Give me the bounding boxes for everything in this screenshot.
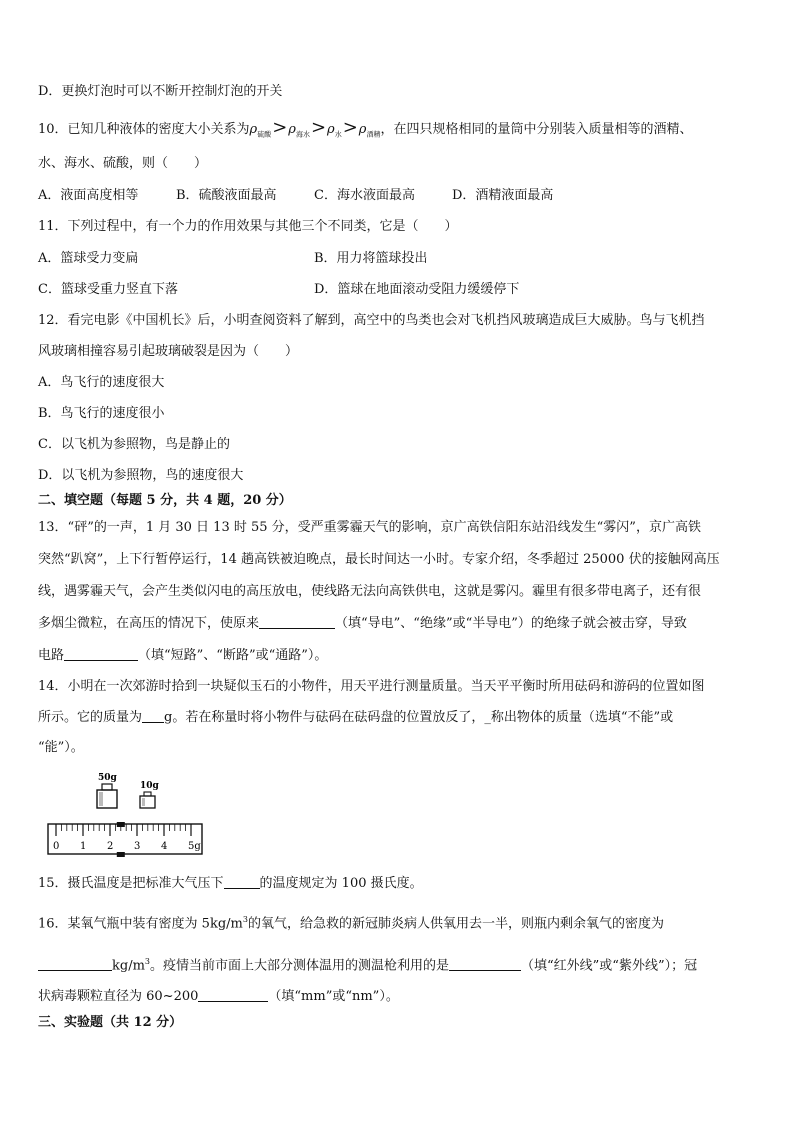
weight-10g-label: 10g xyxy=(140,781,159,791)
greater-than-3: > xyxy=(342,117,358,138)
q10-stem-line2: 水、海水、硫酸，则（ ） xyxy=(38,156,208,171)
q14-line1: 14．小明在一次郊游时拾到一块疑似玉石的小物件，用天平进行测量质量。当天平平衡时所用砝码和游码的位置如图 xyxy=(38,679,705,694)
weight-50g-label: 50g xyxy=(98,773,117,783)
beam-tick-label: 3 xyxy=(134,841,141,852)
q16-unit: kg/m xyxy=(112,958,145,974)
q16-line3 xyxy=(38,988,399,1006)
q16-line3-start: 状病毒颗粒直径为 60~200 xyxy=(38,989,199,1004)
q12-option-b: B．鸟飞行的速度很小 xyxy=(38,406,165,421)
q12-stem-line2: 风玻璃相撞容易引起玻璃破裂是因为（ ） xyxy=(38,344,299,359)
section-3-heading: 三、实验题（共 12 分） xyxy=(38,1015,183,1030)
answer-blank[interactable] xyxy=(449,957,521,971)
q11-option-a: A．篮球受力变扁 xyxy=(38,251,139,266)
beam-tick-label: 1 xyxy=(80,841,87,852)
section-2-heading: 二、填空题（每题 5 分，共 4 题，20 分） xyxy=(38,493,292,508)
answer-blank[interactable] xyxy=(224,875,260,889)
q10-option-d: D．酒精液面最高 xyxy=(452,188,554,203)
q14-line3: “能”）。 xyxy=(38,740,84,755)
q14-line2 xyxy=(38,709,673,727)
density-rho-1: $\rho_{硫酸}$ xyxy=(249,122,272,139)
q10-option-a: A．液面高度相等 xyxy=(38,188,139,203)
beam-scale xyxy=(48,824,202,854)
q13-line4-start: 多烟尘微粒，在高压的情况下，使原来 xyxy=(38,616,260,631)
q12-option-d: D．以飞机为参照物，鸟的速度很大 xyxy=(38,468,244,483)
beam-tick-labels xyxy=(53,841,201,852)
q11-option-c: C．篮球受重力竖直下落 xyxy=(38,282,178,297)
beam-tick-label: 5g xyxy=(188,841,201,852)
q13-line5-start: 电路 xyxy=(38,648,65,663)
q13-line2: 突然“趴窝”，上下行暂停运行，14 趟高铁被迫晚点，最长时间达一小时。专家介绍，冬季超过 25000 伏的接触网高压 xyxy=(38,552,720,567)
greater-than-1: > xyxy=(272,117,288,138)
q15-start: 15．摄氏温度是把标准大气压下 xyxy=(38,876,224,891)
q10-stem-start: 10．已知几种液体的密度大小关系为 xyxy=(38,122,250,137)
weight-10g-shade xyxy=(142,798,145,806)
q16-line1-b: 的氧气，给急救的新冠肺炎病人供氧用去一半，则瓶内剩余氧气的密度为 xyxy=(247,916,664,932)
q16-line3-end: （填“mm”或“nm”）。 xyxy=(268,989,399,1004)
q12-option-c: C．以飞机为参照物，鸟是静止的 xyxy=(38,437,230,452)
answer-blank[interactable] xyxy=(259,615,335,629)
answer-blank[interactable] xyxy=(64,647,138,661)
density-rho-2: $\rho_{海水}$ xyxy=(288,122,310,139)
balance-scale-figure xyxy=(46,768,206,860)
density-rho-4: $\rho_{酒精}$ xyxy=(358,122,381,139)
answer-blank[interactable] xyxy=(38,957,112,971)
q11-option-b: B．用力将篮球投出 xyxy=(314,251,428,266)
q13-line4 xyxy=(38,615,687,633)
q16-line2-mid: 。疫情当前市面上大部分测体温用的测温枪利用的是 xyxy=(150,958,450,974)
q11-option-d: D．篮球在地面滚动受阻力缓缓停下 xyxy=(314,282,520,297)
q16-line1 xyxy=(38,911,664,933)
q15 xyxy=(38,875,423,893)
beam-tick-label: 2 xyxy=(107,841,114,852)
rider-marker xyxy=(117,822,125,827)
q16-line1-a: 16．某氧气瓶中装有密度为 5kg/m xyxy=(38,916,243,932)
q16-unit-sup: 3 xyxy=(144,957,150,966)
q16-line2 xyxy=(38,953,697,975)
density-rho-3: $\rho_水$ xyxy=(327,122,342,139)
rider-marker-bottom xyxy=(117,852,125,857)
beam-tick-label: 4 xyxy=(161,841,168,852)
q10-stem-end: ，在四只规格相同的量筒中分别装入质量相等的酒精、 xyxy=(380,122,693,137)
q12-stem-line1: 12．看完电影《中国机长》后，小明查阅资料了解到，高空中的鸟类也会对飞机挡风玻璃造成巨大威胁。鸟与飞机挡 xyxy=(38,313,705,328)
q11-stem: 11．下列过程中，有一个力的作用效果与其他三个不同类，它是（ ） xyxy=(38,219,458,234)
q10-option-c: C．海水液面最高 xyxy=(314,188,415,203)
q13-line1: 13．“砰”的一声，1 月 30 日 13 时 55 分，受严重雾霾天气的影响，京广高铁信阳东站沿线发生“雾闪”，京广高铁 xyxy=(38,520,701,535)
beam-tick-label: 0 xyxy=(53,841,60,852)
q10-option-b: B．硫酸液面最高 xyxy=(176,188,277,203)
q13-line5 xyxy=(38,647,327,665)
q13-line5-end: （填“短路”、“断路”或“通路”）。 xyxy=(138,648,328,663)
q14-line2-start: 所示。它的质量为 xyxy=(38,710,143,725)
answer-blank[interactable] xyxy=(198,988,268,1002)
weight-50g-shade xyxy=(99,792,103,806)
q10-stem-line1 xyxy=(38,119,692,144)
q15-end: 的温度规定为 100 摄氏度。 xyxy=(259,876,423,891)
q16-line2-end: （填“红外线”或“紫外线”）；冠 xyxy=(521,958,698,974)
q12-option-a: A．鸟飞行的速度很大 xyxy=(38,375,165,390)
greater-than-2: > xyxy=(310,117,327,138)
q13-line4-end: （填“导电”、“绝缘”或“半导电”）的绝缘子就会被击穿，导致 xyxy=(335,616,687,631)
q16-line1-sup: 3 xyxy=(242,915,248,924)
q9-option-d: D．更换灯泡时可以不断开控制灯泡的开关 xyxy=(38,84,283,99)
weight-50g-knob xyxy=(102,784,112,790)
answer-blank[interactable] xyxy=(142,709,164,723)
q13-line3: 线，遇雾霾天气，会产生类似闪电的高压放电，使线路无法向高铁供电，这就是雾闪。霾里有很多带电离子，还有很 xyxy=(38,584,702,599)
q14-line2-end: g。若在称量时将小物件与砝码在砝码盘的位置放反了，_称出物体的质量（选填“不能”或 xyxy=(164,710,674,725)
